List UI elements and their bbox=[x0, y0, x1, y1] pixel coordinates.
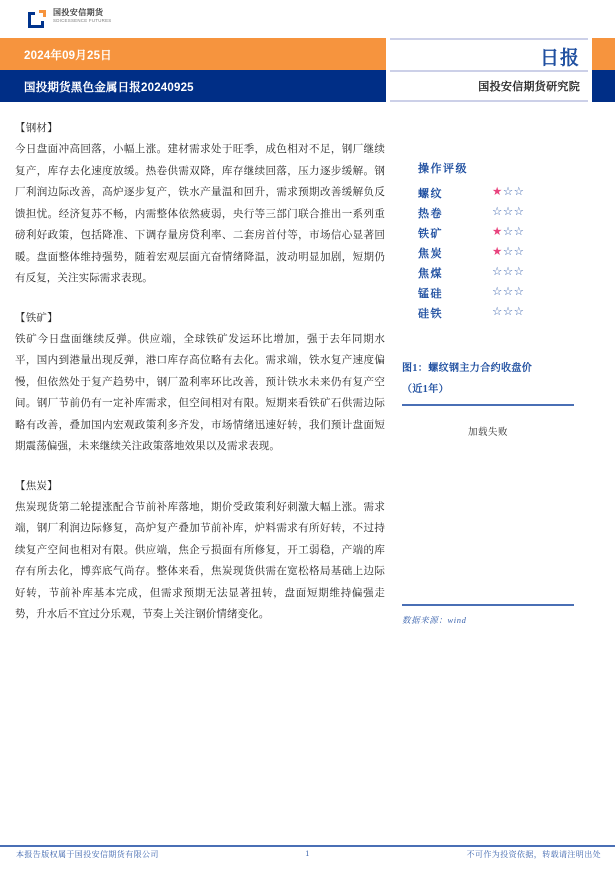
rating-stars bbox=[492, 187, 524, 199]
rating-stars bbox=[492, 247, 524, 259]
figure-load-failed-message: 加载失败 bbox=[467, 428, 508, 438]
section-heading: 【钢材】 bbox=[15, 122, 58, 134]
rating-stars bbox=[492, 207, 524, 219]
bracket-logo-icon bbox=[27, 9, 47, 29]
rating-label: 锰硅 bbox=[418, 288, 443, 300]
logo-text bbox=[53, 8, 112, 23]
star-filled-icon: ★ bbox=[492, 246, 503, 259]
rating-row-mengui bbox=[418, 283, 590, 303]
rating-row-jiaomei bbox=[418, 263, 590, 283]
star-empty-icon: ☆ bbox=[502, 246, 514, 259]
report-title: 国投期货黑色金属日报20240925 bbox=[24, 82, 194, 94]
logo-bar bbox=[0, 0, 615, 36]
rating-label: 螺纹 bbox=[418, 188, 443, 200]
star-empty-icon: ☆ bbox=[513, 186, 525, 199]
rating-label: 铁矿 bbox=[418, 228, 443, 240]
ratings-title: 操作评级 bbox=[418, 163, 468, 175]
rating-stars bbox=[492, 267, 524, 279]
star-empty-icon: ☆ bbox=[502, 226, 514, 239]
header-rule-bottom bbox=[390, 100, 588, 102]
rating-label: 硅铁 bbox=[418, 308, 443, 320]
rating-row-luowen bbox=[418, 183, 590, 203]
header-blue-band-right bbox=[592, 70, 615, 102]
report-date: 2024年09月25日 bbox=[24, 50, 112, 62]
rating-row-tiekuang bbox=[418, 223, 590, 243]
header-rule-middle bbox=[390, 70, 588, 72]
logo-chinese-name: 国投安信期货 bbox=[53, 8, 104, 17]
header-rule-top bbox=[390, 38, 588, 40]
star-empty-icon: ☆ bbox=[513, 206, 525, 219]
star-empty-icon: ☆ bbox=[502, 206, 514, 219]
section-iron-ore bbox=[15, 308, 385, 458]
star-empty-icon: ☆ bbox=[492, 206, 503, 219]
star-empty-icon: ☆ bbox=[502, 306, 514, 319]
header-orange-band-right bbox=[592, 38, 615, 70]
star-empty-icon: ☆ bbox=[492, 306, 503, 319]
footer-page-number: 1 bbox=[305, 849, 310, 858]
star-empty-icon: ☆ bbox=[513, 226, 525, 239]
star-empty-icon: ☆ bbox=[502, 186, 514, 199]
rating-stars bbox=[492, 287, 524, 299]
footer-copyright: 本报告版权属于国投安信期货有限公司 bbox=[16, 850, 159, 859]
figure-data-source: 数据来源：wind bbox=[402, 615, 467, 625]
rating-row-jiaotan bbox=[418, 243, 590, 263]
star-empty-icon: ☆ bbox=[513, 286, 525, 299]
section-body: 今日盘面冲高回落，小幅上涨。建材需求处于旺季，成色相对不足，钢厂继续复产，库存去化速度放缓。热卷供需双降，库存继续回落，压力逐步缓解。钢厂利润边际改善，高炉逐步复产，铁水产量温和回升，需求预期改善缓解负反馈担忧。经济复苏不畅，内需整体依然疲弱，央行等三部门联合推出一系列重磅利好政策，包括降准、下调存量房贷利率、二套房首付等，市场信心显著回暖。盘面整体维持强势，随着宏观层面亢奋情绪降温，波动明显加剧，短期仍有反复，关注实际需求表现。 bbox=[15, 143, 385, 284]
footer-divider bbox=[0, 845, 615, 847]
rating-label: 焦煤 bbox=[418, 268, 443, 280]
ratings-sidebar bbox=[390, 160, 590, 323]
research-institute-label: 国投安信期货研究院 bbox=[478, 81, 580, 93]
star-empty-icon: ☆ bbox=[513, 266, 525, 279]
star-empty-icon: ☆ bbox=[492, 286, 503, 299]
section-heading: 【铁矿】 bbox=[15, 311, 58, 324]
figure-caption-line2: （近1年） bbox=[402, 384, 449, 395]
section-heading: 【焦炭】 bbox=[15, 479, 58, 492]
star-empty-icon: ☆ bbox=[502, 266, 514, 279]
section-coke bbox=[15, 476, 385, 626]
star-filled-icon: ★ bbox=[492, 186, 503, 199]
report-body bbox=[15, 118, 385, 644]
star-empty-icon: ☆ bbox=[502, 286, 514, 299]
figure-caption-line1: 图1：螺纹钢主力合约收盘价 bbox=[402, 363, 533, 374]
logo-english-name: SDICESSENCE FUTURES bbox=[53, 18, 112, 23]
star-empty-icon: ☆ bbox=[492, 266, 503, 279]
figure-rule-bottom bbox=[402, 604, 574, 606]
section-body: 铁矿今日盘面继续反弹。供应端，全球铁矿发运环比增加，强于去年同期水平，国内到港量出现反弹，港口库存高位略有去化。需求端，铁水复产速度偏慢，但依然处于复产趋势中，钢厂盈利率环比改善，预计铁水未来仍有复产空间。钢厂节前仍有一定补库需求，但空间相对有限。短期来看铁矿石供需边际略有改善，叠加国内宏观政策利多齐发，市场情绪迅速好转，我们预计盘面短期震荡偏强，未来继续关注政策落地效果以及需求表现。 bbox=[15, 332, 385, 452]
star-filled-icon: ★ bbox=[492, 226, 503, 239]
rating-row-requan bbox=[418, 203, 590, 223]
footer-disclaimer: 不可作为投资依据，转载请注明出处 bbox=[466, 850, 601, 859]
rating-row-guitie bbox=[418, 303, 590, 323]
figure-caption-block bbox=[402, 358, 577, 400]
rating-stars bbox=[492, 307, 524, 319]
report-type-label: 日报 bbox=[539, 48, 580, 69]
rating-stars bbox=[492, 227, 524, 239]
rating-label: 焦炭 bbox=[418, 248, 443, 260]
section-body: 焦炭现货第二轮提涨配合节前补库落地，期价受政策利好刺激大幅上涨。需求端，钢厂利润边际修复，高炉复产叠加节前补库，炉料需求有所好转，不过持续复产空间也相对有限。供应端，焦企亏损面有所修复，开工弱稳，产端的库存有所去化，博弈底气尚存。整体来看，焦炭现货供需在宽松格局基础上边际好转，节前补库基本完成，但需求预期无法显著扭转，盘面短期维持偏强走势，升水后不宜过分乐观，节奏上关注钢价情绪变化。 bbox=[15, 500, 385, 620]
section-steel bbox=[15, 118, 385, 290]
star-empty-icon: ☆ bbox=[513, 306, 525, 319]
rating-label: 热卷 bbox=[418, 208, 443, 220]
star-empty-icon: ☆ bbox=[513, 246, 525, 259]
